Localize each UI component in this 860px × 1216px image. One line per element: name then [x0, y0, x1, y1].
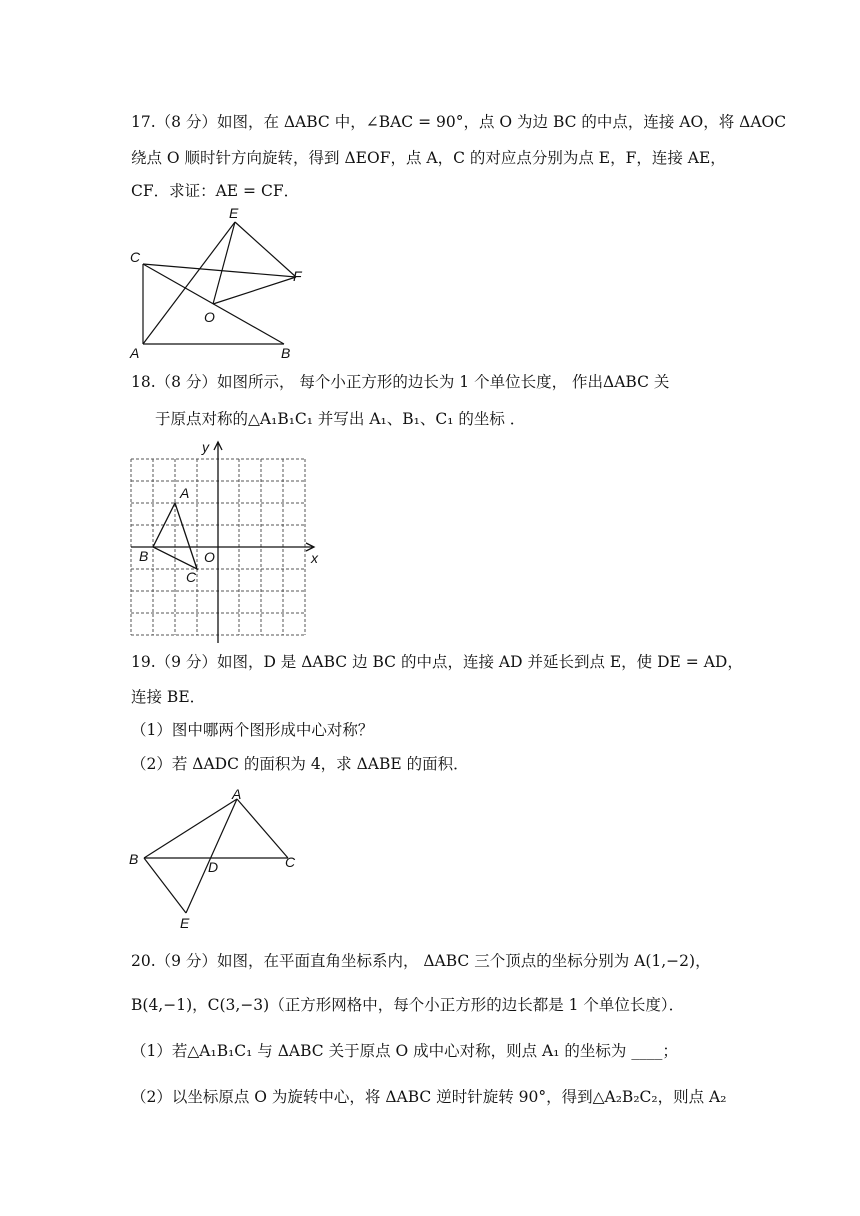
q19-line2: 连接 BE．: [131, 688, 206, 706]
q20-line2: B(4,−1)，C(3,−3)（正方形网格中，每个小正方形的边长都是 1 个单位长度）．: [131, 996, 685, 1014]
q17-label-c: C: [130, 249, 141, 265]
q19-sub2: （2）若 ΔADC 的面积为 4，求 ΔABE 的面积．: [131, 755, 469, 773]
q19-line1: 19.（9 分）如图，D 是 ΔABC 边 BC 的中点，连接 AD 并延长到点 E，使 DE = AD，: [131, 653, 743, 671]
q19-sub1: （1）图中哪两个图形成中心对称？: [131, 721, 374, 739]
q18-label-a: A: [180, 485, 190, 501]
q20-sub2: （2）以坐标原点 O 为旋转中心，将 ΔABC 逆时针旋转 90°，得到△A₂B₂C₂，则点 A₂: [131, 1088, 727, 1106]
q17-figure: [125, 205, 315, 365]
q18-label-y: y: [202, 439, 209, 455]
q17-label-o: O: [204, 309, 215, 325]
q20-line1: 20.（9 分）如图，在平面直角坐标系内， ΔABC 三个顶点的坐标分别为 A(1,−2)，: [131, 952, 711, 970]
q19-label-a: A: [232, 786, 242, 802]
q19-label-e: E: [180, 915, 190, 931]
q19-label-d: D: [208, 859, 219, 875]
q17-label-f: F: [293, 268, 302, 284]
q18-label-c: C: [186, 569, 197, 585]
q19-label-b: B: [129, 851, 139, 867]
q18-label-b: B: [139, 548, 149, 564]
q18-line1: 18.（8 分）如图所示， 每个小正方形的边长为 1 个单位长度， 作出ΔABC 关: [131, 373, 670, 391]
q17-label-a: A: [130, 345, 140, 361]
q17-line3: CF．求证：AE = CF．: [131, 182, 300, 200]
q18-label-o: O: [204, 549, 215, 565]
q19-figure: [125, 785, 305, 935]
q17-line1: 17.（8 分）如图，在 ΔABC 中，∠BAC = 90°，点 O 为边 BC 的中点，连接 AO，将 ΔAOC: [131, 113, 787, 131]
q18-label-x: x: [311, 550, 318, 566]
q17-label-b: B: [281, 345, 291, 361]
q18-grid-figure: [125, 438, 330, 643]
q19-label-c: C: [285, 854, 296, 870]
q20-sub1: （1）若△A₁B₁C₁ 与 ΔABC 关于原点 O 成中心对称，则点 A₁ 的坐标为 ____；: [131, 1042, 678, 1060]
q18-line2: 于原点对称的△A₁B₁C₁ 并写出 A₁、B₁、C₁ 的坐标 ．: [155, 410, 526, 428]
q17-label-e: E: [229, 205, 239, 221]
q17-line2: 绕点 O 顺时针方向旋转，得到 ΔEOF，点 A，C 的对应点分别为点 E，F，连接 AE，: [131, 149, 726, 167]
